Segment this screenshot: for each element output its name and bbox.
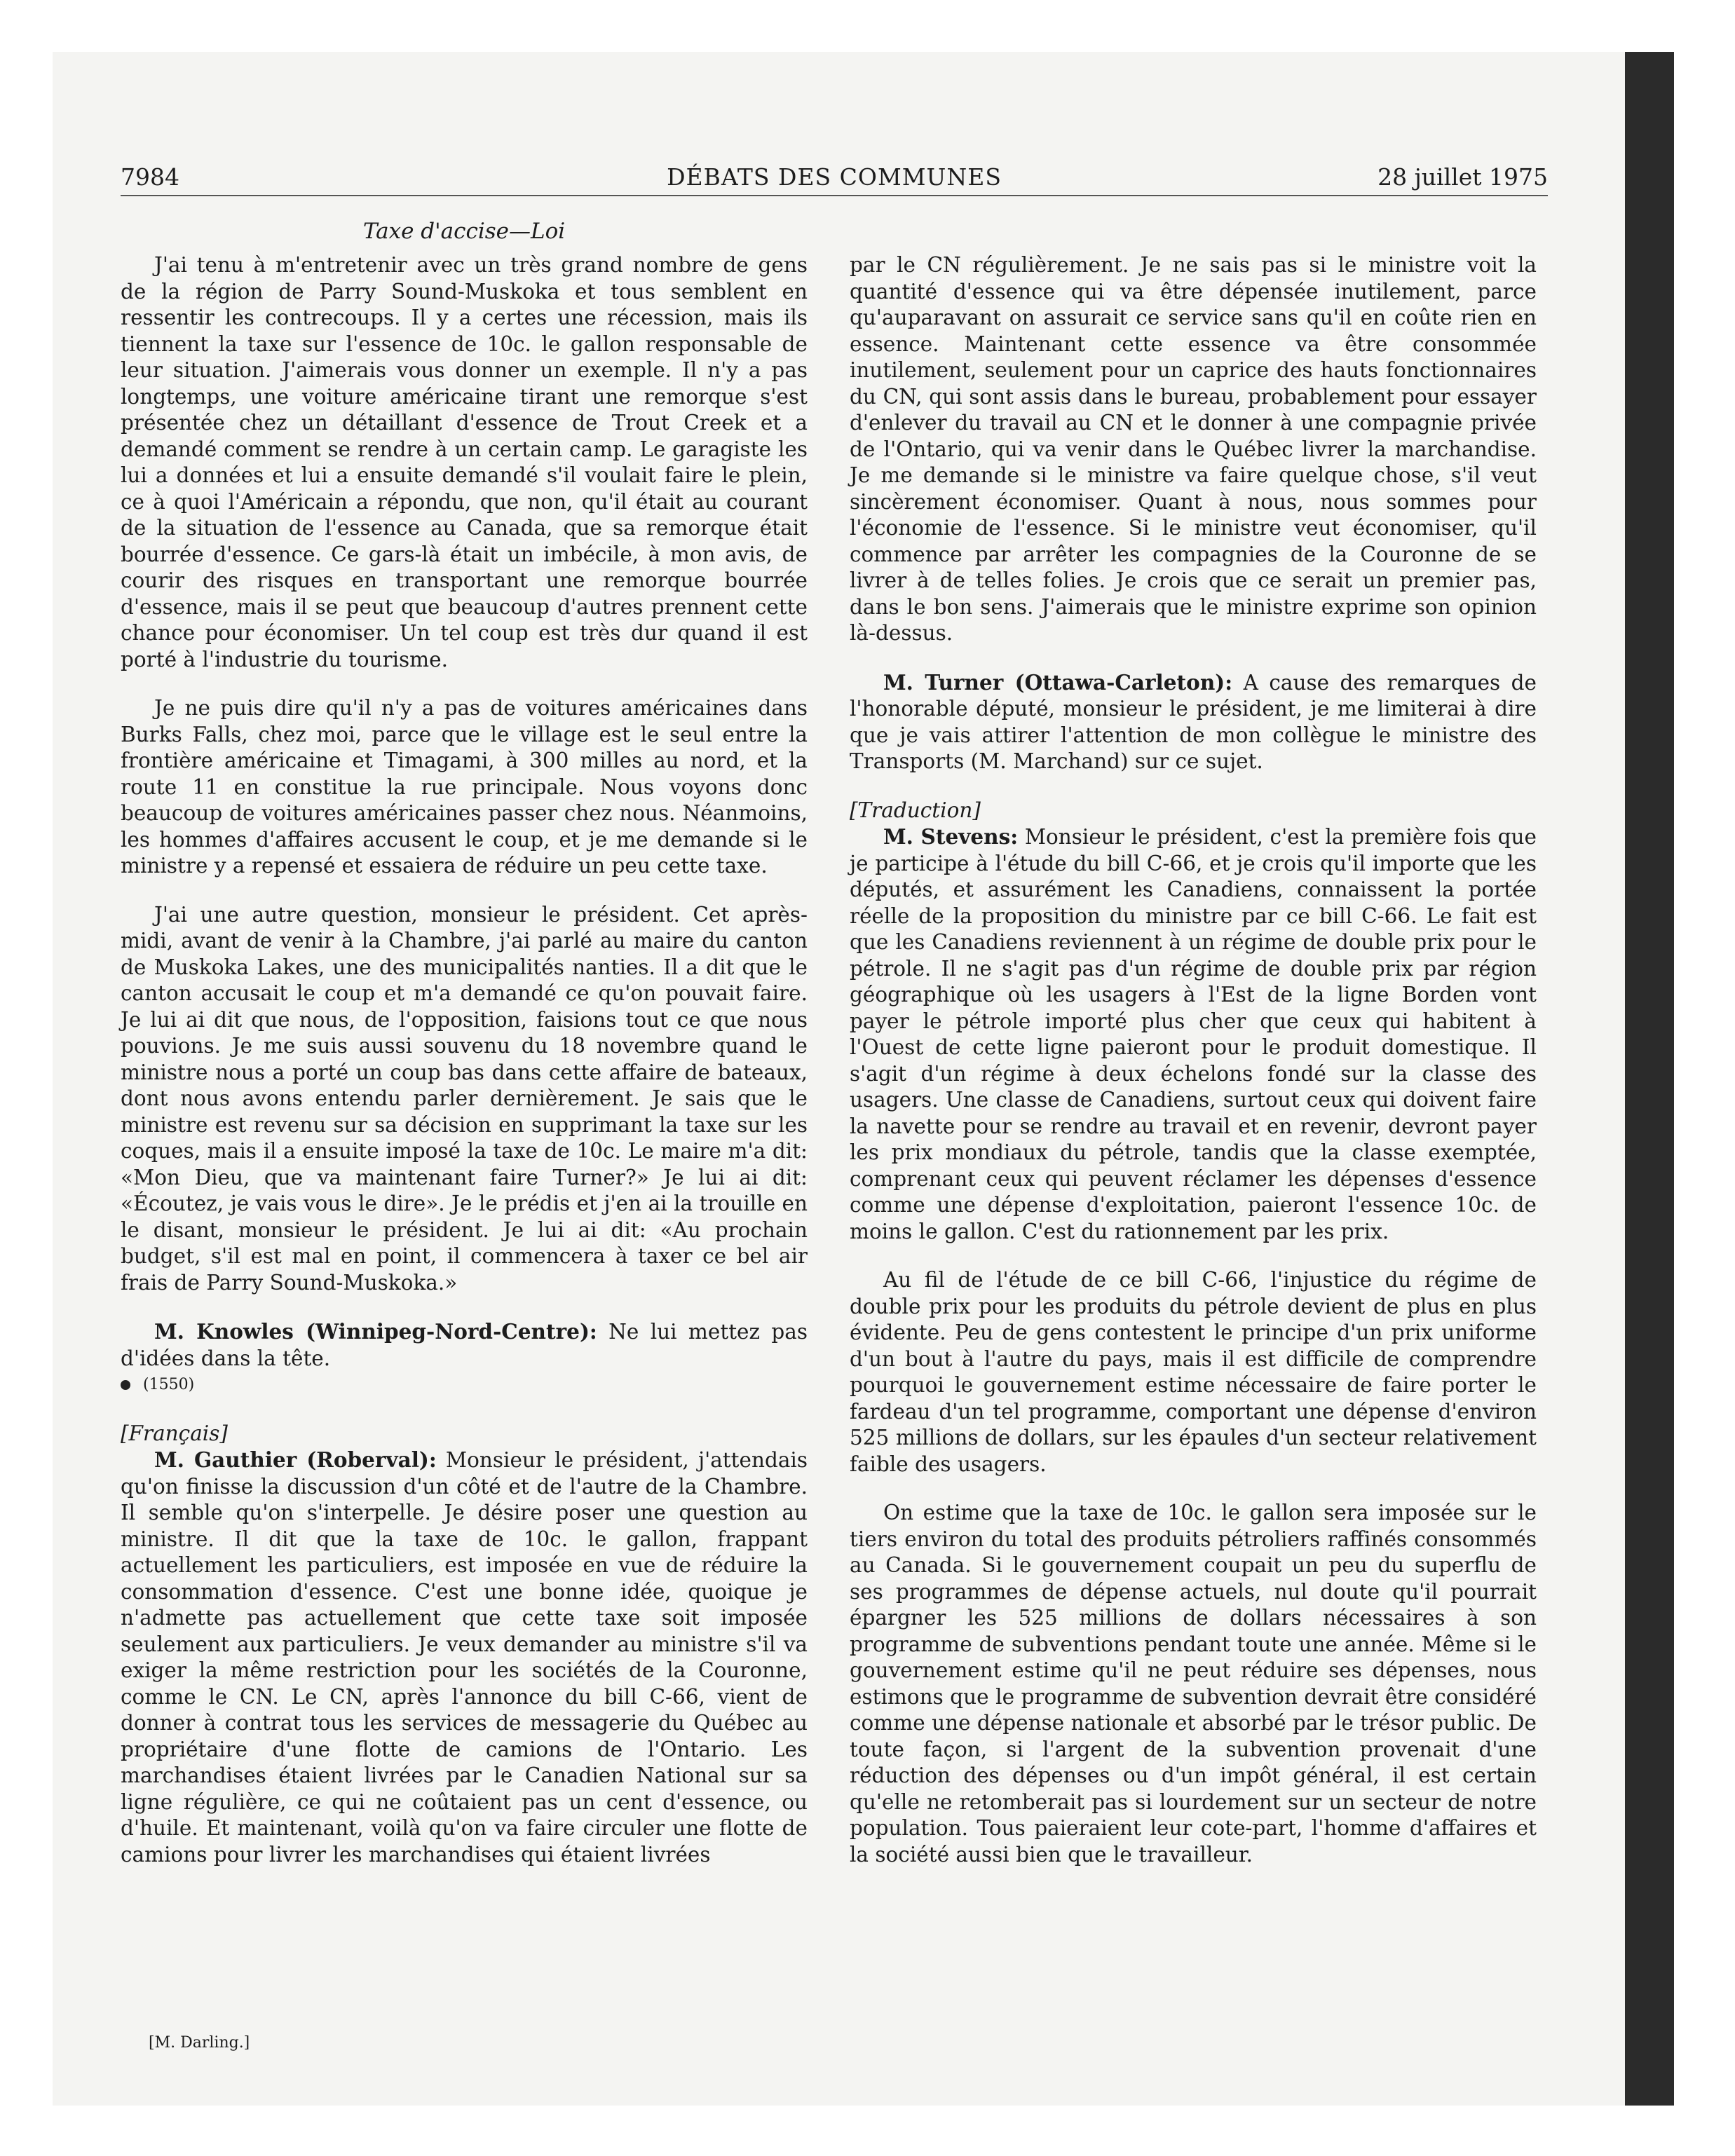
left-column	[121, 252, 808, 1868]
page-number: 7984	[121, 163, 179, 191]
speech-text: Monsieur le président, j'attendais qu'on finisse la discussion d'un côté et de l'autre de la Chambre. Il semble qu'on s'interpelle. Je désire poser une question au ministre. Il dit que la taxe de 10c. le gallon, frappant actuellement les particuliers, est imposée en vue de réduire la consommation d'essence. C'est une bonne idée, quoique je n'admette pas actuellement que cette taxe soit imposée seulement aux particuliers. Je veux demander au ministre s'il va exiger la même restriction pour les sociétés de la Couronne, comme le CN. Le CN, après l'annonce du bill C-66, vient de donner à contrat tous les services de messagerie du Québec au propriétaire d'une flotte de camions de l'Ontario. Les marchandises étaient livrées par le Canadien National sur sa ligne régulière, ce qui ne coûtaient pas un cent d'essence, ou d'huile. Et maintenant, voilà qu'on va faire circuler une flotte de camions pour livrer les marchandises qui étaient livrées	[121, 1448, 808, 1867]
paragraph: J'ai une autre question, monsieur le président. Cet après-midi, avant de venir à la Chambre, j'ai parlé au maire du canton de Muskoka Lakes, une des municipalités nanties. Il a dit que le canton accusait le coup et m'a demandé ce qu'on pouvait faire. Je lui ai dit que nous, de l'opposition, faisions tout ce que nous pouvions. Je me suis aussi souvenu du 18 novembre quand le ministre nous a porté un coup bas dans cette affaire de bateaux, dont nous avons entendu parler dernièrement. Je sais que le ministre est revenu sur sa décision en supprimant la taxe sur les coques, mais il a ensuite imposé la taxe de 10c. Le maire m'a dit: «Mon Dieu, que va maintenant faire Turner?» Je lui ai dit: «Écoutez, je vais vous le dire». Je le prédis et j'en ai la trouille en le disant, monsieur le président. Je lui ai dit: «Au prochain budget, s'il est mal en point, il commencera à taxer ce bel air frais de Parry Sound-Muskoka.»	[121, 902, 808, 1295]
speaker-name: M. Gauthier (Roberval):	[154, 1447, 437, 1472]
paragraph: par le CN régulièrement. Je ne sais pas si le ministre voit la quantité d'essence qui va être dépensée inutilement, parce qu'auparavant on assurait ce service sans qu'il en coûte rien en essence. Maintenant cette essence va être consommée inutilement, seulement pour un caprice des hauts fonctionnaires du CN, qui sont assis dans le bureau, probablement pour essayer d'enlever du travail au CN et le donner à une compagnie privée de l'Ontario, qui va venir dans le Québec livrer la marchandise. Je me demande si le ministre va faire quelque chose, s'il veut sincèrement économiser. Quant à nous, nous sommes pour l'économie de l'essence. Si le ministre veut économiser, qu'il commence par arrêter les compagnies de la Couronne de se livrer à de telles folies. Je crois que ce serait un premier pas, dans le bon sens. J'aimerais que le ministre exprime son opinion là-dessus.	[850, 253, 1537, 645]
speaker-footnote: [M. Darling.]	[149, 2034, 250, 2052]
speech-paragraph	[850, 824, 1537, 1245]
speaker-name: M. Turner (Ottawa-Carleton):	[883, 669, 1233, 695]
language-tag: [Français]	[121, 1421, 228, 1445]
right-column	[850, 252, 1537, 1868]
paragraph: Je ne puis dire qu'il n'y a pas de voitures américaines dans Burks Falls, chez moi, parce que le village est le seul entre la frontière américaine et Timagami, à 300 milles au nord, et la route 11 en constitue la rue principale. Nous voyons donc beaucoup de voitures américaines passer chez nous. Néanmoins, les hommes d'affaires accusent le coup, et je me demande si le ministre y a repensé et essaiera de réduire un peu cette taxe.	[121, 696, 808, 878]
paragraph: J'ai tenu à m'entretenir avec un très grand nombre de gens de la région de Parry Sound-Muskoka et tous semblent en ressentir les contrecoups. Il y a certes une récession, mais ils tiennent la taxe sur l'essence de 10c. le gallon responsable de leur situation. J'aimerais vous donner un exemple. Il n'y a pas longtemps, une voiture américaine tirant une remorque s'est présentée chez un détaillant d'essence de Trout Creek et a demandé comment se rendre à un certain camp. Le garagiste les lui a données et lui a ensuite demandé s'il voulait faire le plein, ce à quoi l'Américain a répondu, que non, qu'il était au courant de la situation de l'essence au Canada, que sa remorque était bourrée d'essence. Ce gars-là était un imbécile, à mon avis, de courir des risques en transportant une remorque bourrée d'essence, mais il se peut que beaucoup d'autres prennent cette chance pour économiser. Un tel coup est très dur quand il est porté à l'industrie du tourisme.	[121, 253, 808, 671]
speech-text: Ne lui mettez pas d'idées dans la tête.	[121, 1320, 808, 1370]
speaker-name: M. Knowles (Winnipeg-Nord-Centre):	[154, 1319, 597, 1344]
speech-paragraph	[121, 1447, 808, 1868]
speech-paragraph	[850, 669, 1537, 775]
paragraph: Au fil de l'étude de ce bill C-66, l'injustice du régime de double prix pour les produits du pétrole devient de plus en plus évidente. Peu de gens contestent le principe d'un prix uniforme d'un bout à l'autre du pays, mais il est difficile de comprendre pourquoi le gouvernement estime nécessaire de faire porter le fardeau d'un tel programme, comportant une dépense d'environ 525 millions de dollars, sur les épaules d'un secteur relativement faible des usagers.	[850, 1268, 1537, 1476]
speech-text: A cause des remarques de l'honorable député, monsieur le président, je me limiterai à dire que je vais attirer l'attention de mon collègue le ministre des Transports (M. Marchand) sur ce sujet.	[850, 670, 1537, 773]
speaker-name: M. Stevens:	[883, 824, 1019, 849]
publication-title: DÉBATS DES COMMUNES	[667, 163, 1002, 191]
time-marker	[121, 1372, 808, 1398]
paragraph: On estime que la taxe de 10c. le gallon sera imposée sur le tiers environ du total des produits pétroliers raffinés consommés au Canada. Si le gouvernement coupait un peu du superflu de ses programmes de dépense actuels, nul doute qu'il pourrait épargner les 525 millions de dollars nécessaires à son programme de subventions pendant toute une année. Même si le gouvernement estime qu'il ne peut réduire ses dépenses, nous estimons que le programme de subvention devrait être considéré comme une dépense nationale et absorbé par le trésor public. De toute façon, si l'argent de la subvention provenait d'une réduction des dépenses ou d'un impôt général, il est certain qu'elle ne retomberait pas si lourdement sur un secteur de notre population. Tous paieraient leur cote-part, l'homme d'affaires et la société aussi bien que le travailleur.	[850, 1501, 1537, 1867]
speech-text: Monsieur le président, c'est la première fois que je participe à l'étude du bill C-66, et je crois qu'il importe que les députés, et assurément les Canadiens, connaissent la portée réelle de la proposition du ministre par ce bill C-66. Le fait est que les Canadiens reviennent à un régime de double prix pour le pétrole. Il ne s'agit pas d'un régime de double prix par région géographique où les usagers à l'Est de la ligne Borden vont payer le pétrole importé plus cher que ceux qui habitent à l'Ouest de cette ligne paieront pour le produit domestique. Il s'agit d'un régime à deux échelons fondé sur la classe des usagers. Une classe de Canadiens, surtout ceux qui doivent faire la navette pour se rendre au travail et en revenir, devront payer les prix mondiaux du pétrole, tandis que la classe exemptée, comprenant ceux qui peuvent réclamer les dépenses d'essence comme une dépense d'exploitation, paieront l'essence 10c. de moins le gallon. C'est du rationnement par les prix.	[850, 825, 1537, 1243]
bullet-icon	[121, 1380, 130, 1390]
page-header	[121, 164, 1548, 196]
speech-paragraph	[121, 1318, 808, 1372]
time-marker-text: (1550)	[143, 1376, 195, 1393]
running-head: Taxe d'accise—Loi	[362, 219, 566, 244]
scan-edge-shadow	[1625, 52, 1674, 2106]
page-date: 28 juillet 1975	[1377, 163, 1548, 191]
language-tag: [Traduction]	[850, 798, 981, 822]
